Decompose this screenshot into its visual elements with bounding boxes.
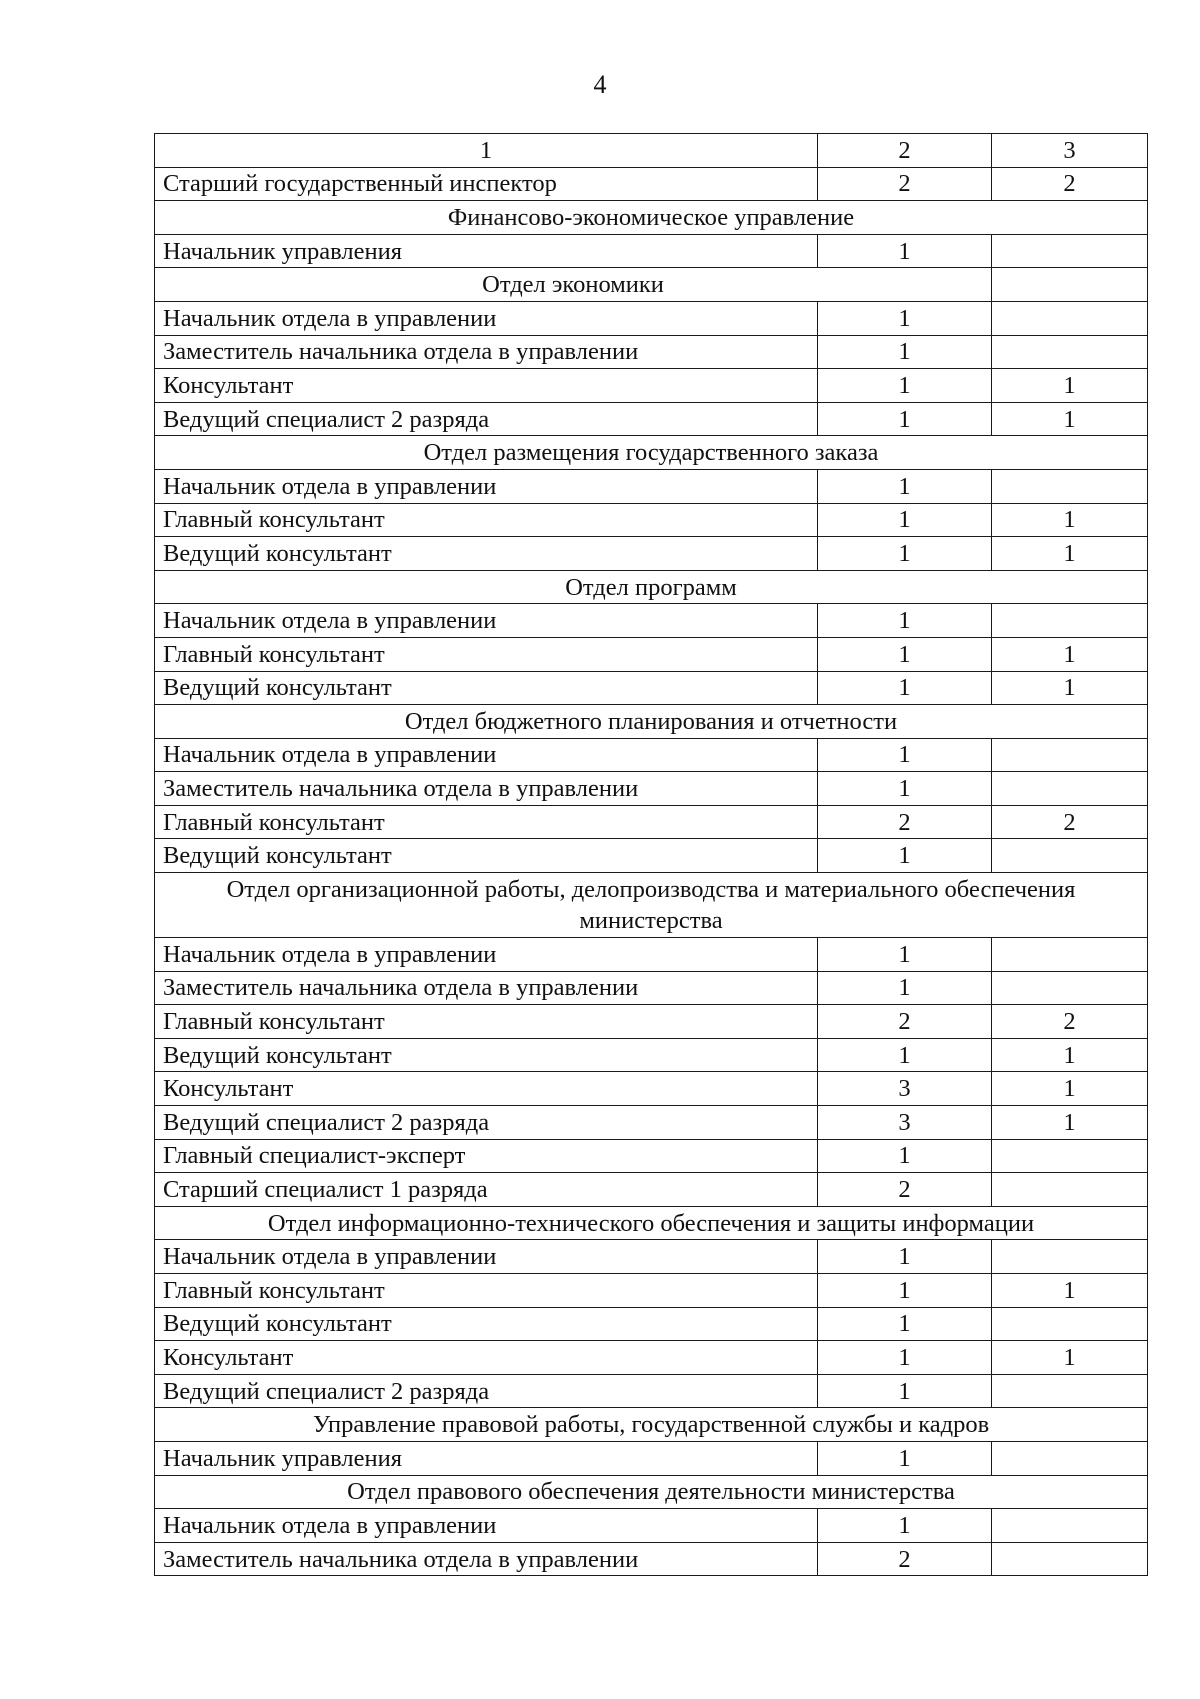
position-title: Ведущий консультант	[155, 537, 818, 571]
position-row	[155, 671, 1148, 705]
staff-count-col3: 1	[992, 671, 1148, 705]
position-title: Начальник отдела в управлении	[155, 604, 818, 638]
position-title: Консультант	[155, 369, 818, 403]
position-title: Заместитель начальника отдела в управлении	[155, 335, 818, 369]
staff-count-col2: 1	[818, 671, 992, 705]
position-title: Старший государственный инспектор	[155, 167, 818, 201]
staff-count-col3: 2	[992, 805, 1148, 839]
staff-count-col3: 1	[992, 369, 1148, 403]
position-row	[155, 1139, 1148, 1173]
staff-count-col2: 1	[818, 938, 992, 972]
staff-count-col2: 1	[818, 839, 992, 873]
staff-count-col3	[992, 1374, 1148, 1408]
position-title: Начальник отдела в управлении	[155, 738, 818, 772]
staff-count-col2: 1	[818, 234, 992, 268]
position-title: Главный консультант	[155, 805, 818, 839]
position-row	[155, 839, 1148, 873]
section-header-row	[155, 570, 1148, 604]
position-title: Ведущий специалист 2 разряда	[155, 1106, 818, 1140]
staff-count-col3: 1	[992, 1341, 1148, 1375]
position-row	[155, 805, 1148, 839]
section-title: Отдел программ	[155, 570, 1148, 604]
section-title: Отдел экономики	[155, 268, 992, 302]
position-row	[155, 537, 1148, 571]
staff-count-col2: 2	[818, 1173, 992, 1207]
position-title: Главный консультант	[155, 1005, 818, 1039]
section-title: Отдел организационной работы, делопроизводства и материального обеспечения министерства	[155, 873, 1148, 938]
staff-count-col3: 1	[992, 1072, 1148, 1106]
staff-count-col3	[992, 938, 1148, 972]
section-title: Отдел бюджетного планирования и отчетности	[155, 705, 1148, 739]
position-title: Начальник отдела в управлении	[155, 938, 818, 972]
staff-count-col2: 1	[818, 369, 992, 403]
staff-count-col3	[992, 604, 1148, 638]
staff-count-col3	[992, 301, 1148, 335]
staff-count-col2: 1	[818, 1509, 992, 1543]
position-title: Ведущий консультант	[155, 671, 818, 705]
position-row	[155, 1005, 1148, 1039]
position-title: Начальник управления	[155, 1441, 818, 1475]
staff-count-col3: 1	[992, 503, 1148, 537]
section-title: Отдел информационно-технического обеспечения и защиты информации	[155, 1206, 1148, 1240]
position-row	[155, 1374, 1148, 1408]
staffing-table-body	[155, 134, 1148, 1576]
staff-count-col2: 1	[818, 503, 992, 537]
position-row	[155, 503, 1148, 537]
position-row	[155, 1542, 1148, 1576]
staff-count-col3	[992, 738, 1148, 772]
position-row	[155, 1274, 1148, 1308]
position-row	[155, 301, 1148, 335]
staff-count-col2: 1	[818, 738, 992, 772]
staff-count-col2: 3	[818, 1072, 992, 1106]
staff-count-col2: 1	[818, 971, 992, 1005]
staff-count-col2: 1	[818, 604, 992, 638]
position-row	[155, 1307, 1148, 1341]
position-title: Консультант	[155, 1072, 818, 1106]
position-row	[155, 1341, 1148, 1375]
section-title: Управление правовой работы, государственной службы и кадров	[155, 1408, 1148, 1442]
staff-count-col2: 1	[818, 637, 992, 671]
position-title: Начальник отдела в управлении	[155, 301, 818, 335]
staff-count-col3	[992, 1509, 1148, 1543]
position-row	[155, 469, 1148, 503]
position-row	[155, 1038, 1148, 1072]
staff-count-col3	[992, 234, 1148, 268]
position-row	[155, 402, 1148, 436]
position-row	[155, 1072, 1148, 1106]
staff-count-col2: 1	[818, 469, 992, 503]
section-header-row	[155, 1475, 1148, 1509]
header-col-1: 1	[155, 134, 818, 168]
position-row	[155, 1509, 1148, 1543]
page-number: 4	[593, 70, 607, 99]
staff-count-col2: 2	[818, 1005, 992, 1039]
position-row	[155, 1240, 1148, 1274]
staff-count-col2: 2	[818, 1542, 992, 1576]
position-row	[155, 604, 1148, 638]
position-title: Главный консультант	[155, 503, 818, 537]
staff-count-col2: 1	[818, 335, 992, 369]
staff-count-col3	[992, 971, 1148, 1005]
section-header-row	[155, 1206, 1148, 1240]
staff-count-col2: 1	[818, 772, 992, 806]
staff-count-col2: 1	[818, 1374, 992, 1408]
staff-count-col2: 1	[818, 1240, 992, 1274]
staff-count-col3	[992, 1139, 1148, 1173]
staff-count-col3	[992, 839, 1148, 873]
table-header-row	[155, 134, 1148, 168]
position-row	[155, 772, 1148, 806]
staff-count-col2: 2	[818, 167, 992, 201]
staff-count-col2: 1	[818, 537, 992, 571]
position-row	[155, 335, 1148, 369]
position-row	[155, 234, 1148, 268]
staff-count-col3: 1	[992, 402, 1148, 436]
position-title: Ведущий специалист 2 разряда	[155, 402, 818, 436]
section-header-row	[155, 873, 1148, 938]
staff-count-col3: 1	[992, 1106, 1148, 1140]
staff-count-col3: 1	[992, 537, 1148, 571]
empty-cell	[992, 268, 1148, 302]
position-title: Начальник управления	[155, 234, 818, 268]
staff-count-col2: 2	[818, 805, 992, 839]
section-title: Отдел правового обеспечения деятельности министерства	[155, 1475, 1148, 1509]
position-title: Заместитель начальника отдела в управлении	[155, 1542, 818, 1576]
position-title: Ведущий консультант	[155, 839, 818, 873]
section-title: Финансово-экономическое управление	[155, 201, 1148, 235]
section-header-row	[155, 436, 1148, 470]
staff-count-col3: 1	[992, 1038, 1148, 1072]
staff-count-col2: 1	[818, 1307, 992, 1341]
staff-count-col3	[992, 772, 1148, 806]
section-header-row	[155, 268, 1148, 302]
position-title: Ведущий консультант	[155, 1307, 818, 1341]
staff-count-col2: 1	[818, 1441, 992, 1475]
staff-count-col3	[992, 1307, 1148, 1341]
section-header-row	[155, 201, 1148, 235]
position-row	[155, 1106, 1148, 1140]
staff-count-col3: 1	[992, 1274, 1148, 1308]
position-row	[155, 971, 1148, 1005]
staff-count-col2: 1	[818, 1274, 992, 1308]
staff-count-col3: 2	[992, 1005, 1148, 1039]
staff-count-col3: 2	[992, 167, 1148, 201]
staff-count-col2: 1	[818, 402, 992, 436]
position-title: Ведущий консультант	[155, 1038, 818, 1072]
position-title: Начальник отдела в управлении	[155, 1240, 818, 1274]
position-row	[155, 167, 1148, 201]
position-title: Главный специалист-эксперт	[155, 1139, 818, 1173]
staff-count-col2: 3	[818, 1106, 992, 1140]
section-header-row	[155, 1408, 1148, 1442]
section-header-row	[155, 705, 1148, 739]
staff-count-col3	[992, 469, 1148, 503]
staff-count-col3: 1	[992, 637, 1148, 671]
position-row	[155, 738, 1148, 772]
header-col-3: 3	[992, 134, 1148, 168]
position-title: Консультант	[155, 1341, 818, 1375]
staff-count-col2: 1	[818, 1341, 992, 1375]
staff-count-col3	[992, 1173, 1148, 1207]
staff-count-col3	[992, 1240, 1148, 1274]
staff-count-col2: 1	[818, 301, 992, 335]
position-title: Заместитель начальника отдела в управлении	[155, 971, 818, 1005]
position-row	[155, 637, 1148, 671]
section-title: Отдел размещения государственного заказа	[155, 436, 1148, 470]
position-title: Старший специалист 1 разряда	[155, 1173, 818, 1207]
position-title: Главный консультант	[155, 1274, 818, 1308]
staff-count-col2: 1	[818, 1038, 992, 1072]
position-title: Начальник отдела в управлении	[155, 1509, 818, 1543]
position-row	[155, 1441, 1148, 1475]
staffing-table	[154, 133, 1148, 1576]
position-row	[155, 1173, 1148, 1207]
position-title: Начальник отдела в управлении	[155, 469, 818, 503]
position-row	[155, 938, 1148, 972]
staff-count-col3	[992, 1542, 1148, 1576]
staff-count-col3	[992, 1441, 1148, 1475]
position-title: Ведущий специалист 2 разряда	[155, 1374, 818, 1408]
position-title: Заместитель начальника отдела в управлении	[155, 772, 818, 806]
header-col-2: 2	[818, 134, 992, 168]
staff-count-col3	[992, 335, 1148, 369]
staff-count-col2: 1	[818, 1139, 992, 1173]
position-row	[155, 369, 1148, 403]
position-title: Главный консультант	[155, 637, 818, 671]
